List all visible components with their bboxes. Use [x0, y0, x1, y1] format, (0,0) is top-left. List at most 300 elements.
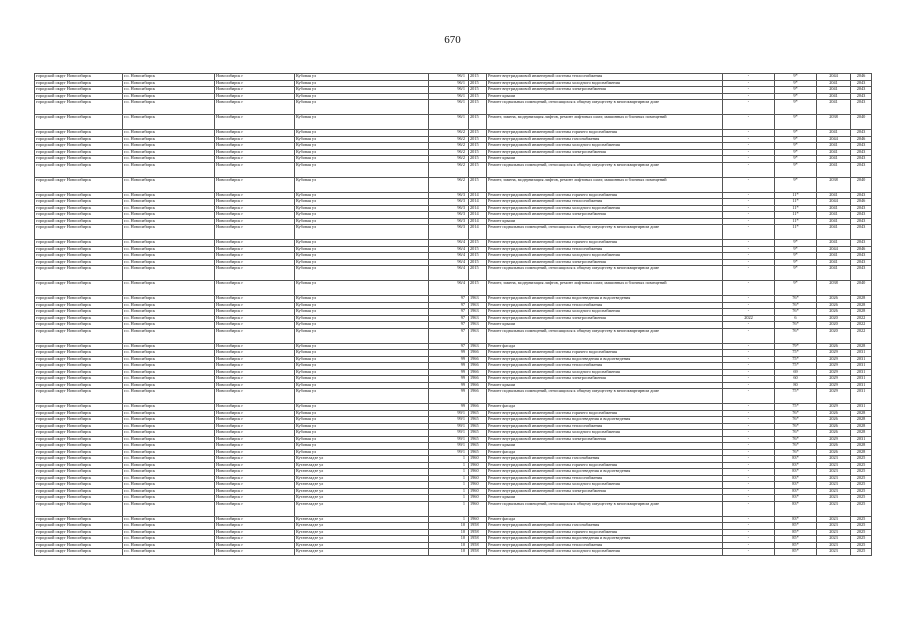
year-cell: 2014 — [469, 218, 487, 225]
start-year-cell: 2023 — [817, 456, 851, 463]
start-year-cell: 2041 — [817, 212, 851, 219]
municipality-cell: г.о. Новосибирск — [123, 501, 215, 516]
start-year-cell: 2029 — [817, 404, 851, 411]
done-year-cell: - — [723, 417, 775, 424]
work-type-cell: Ремонт внутридомовой инженерной системы электроснабжения — [487, 87, 723, 94]
end-year-cell: 2031 — [851, 369, 872, 376]
street-cell: Кубовая ул — [295, 177, 429, 192]
city-cell: Новосибирск г — [215, 488, 295, 495]
district-cell: городской округ Новосибирск — [35, 205, 123, 212]
end-year-cell: 2043 — [851, 130, 872, 137]
year-cell: 1965 — [469, 410, 487, 417]
municipality-cell: г.о. Новосибирск — [123, 156, 215, 163]
street-cell: Кутателадзе ул — [295, 456, 429, 463]
district-cell: городской округ Новосибирск — [35, 542, 123, 549]
house-cell: 97 — [429, 328, 469, 343]
house-cell: 97 — [429, 343, 469, 350]
district-cell: городской округ Новосибирск — [35, 225, 123, 240]
wear-cell: 85* — [775, 549, 817, 556]
work-type-cell: Ремонт фасада — [487, 343, 723, 350]
year-cell: 2015 — [469, 100, 487, 115]
year-cell: 1966 — [469, 363, 487, 370]
done-year-cell: - — [723, 549, 775, 556]
done-year-cell: - — [723, 322, 775, 329]
municipality-cell: г.о. Новосибирск — [123, 495, 215, 502]
city-cell: Новосибирск г — [215, 523, 295, 530]
end-year-cell: 2043 — [851, 149, 872, 156]
year-cell: 1958 — [469, 542, 487, 549]
house-cell: 96/2 — [429, 143, 469, 150]
year-cell: 2014 — [469, 225, 487, 240]
street-cell: Кутателадзе ул — [295, 482, 429, 489]
street-cell: Кубовая ул — [295, 149, 429, 156]
district-cell: городской округ Новосибирск — [35, 417, 123, 424]
street-cell: Кубовая ул — [295, 376, 429, 383]
done-year-cell: - — [723, 296, 775, 303]
wear-cell: 76* — [775, 417, 817, 424]
city-cell: Новосибирск г — [215, 417, 295, 424]
city-cell: Новосибирск г — [215, 363, 295, 370]
wear-cell: 9* — [775, 87, 817, 94]
wear-cell: 9* — [775, 149, 817, 156]
city-cell: Новосибирск г — [215, 356, 295, 363]
work-type-cell: Ремонт фасада — [487, 449, 723, 456]
house-cell: 1 — [429, 462, 469, 469]
end-year-cell: 2043 — [851, 192, 872, 199]
municipality-cell: г.о. Новосибирск — [123, 404, 215, 411]
wear-cell: 9* — [775, 266, 817, 281]
municipality-cell: г.о. Новосибирск — [123, 177, 215, 192]
done-year-cell: - — [723, 410, 775, 417]
street-cell: Кубовая ул — [295, 350, 429, 357]
end-year-cell: 2025 — [851, 542, 872, 549]
year-cell: 1963 — [469, 302, 487, 309]
wear-cell: 75* — [775, 356, 817, 363]
district-cell: городской округ Новосибирск — [35, 177, 123, 192]
start-year-cell: 2041 — [817, 259, 851, 266]
city-cell: Новосибирск г — [215, 443, 295, 450]
end-year-cell: 2043 — [851, 218, 872, 225]
year-cell: 1958 — [469, 523, 487, 530]
start-year-cell: 2029 — [817, 350, 851, 357]
done-year-cell: - — [723, 218, 775, 225]
street-cell: Кубовая ул — [295, 205, 429, 212]
year-cell: 1966 — [469, 369, 487, 376]
city-cell: Новосибирск г — [215, 115, 295, 130]
street-cell: Кубовая ул — [295, 302, 429, 309]
work-type-cell: Ремонт подвальных помещений, относящихся к общему имуществу в многоквартирном доме — [487, 225, 723, 240]
end-year-cell: 2043 — [851, 259, 872, 266]
street-cell: Кубовая ул — [295, 443, 429, 450]
start-year-cell: 2041 — [817, 225, 851, 240]
district-cell: городской округ Новосибирск — [35, 529, 123, 536]
start-year-cell: 2029 — [817, 382, 851, 389]
year-cell: 2015 — [469, 259, 487, 266]
year-cell: 1966 — [469, 382, 487, 389]
municipality-cell: г.о. Новосибирск — [123, 356, 215, 363]
end-year-cell: 2028 — [851, 423, 872, 430]
district-cell: городской округ Новосибирск — [35, 74, 123, 81]
year-cell: 2015 — [469, 80, 487, 87]
district-cell: городской округ Новосибирск — [35, 218, 123, 225]
district-cell: городской округ Новосибирск — [35, 410, 123, 417]
city-cell: Новосибирск г — [215, 495, 295, 502]
street-cell: Кубовая ул — [295, 130, 429, 137]
work-type-cell: Ремонт внутридомовой инженерной системы водоотведения и водоотведения — [487, 536, 723, 543]
end-year-cell: 2025 — [851, 536, 872, 543]
wear-cell: 83* — [775, 469, 817, 476]
city-cell: Новосибирск г — [215, 246, 295, 253]
wear-cell: 11* — [775, 225, 817, 240]
municipality-cell: г.о. Новосибирск — [123, 449, 215, 456]
district-cell: городской округ Новосибирск — [35, 302, 123, 309]
work-type-cell: Ремонт внутридомовой инженерной системы электроснабжения — [487, 376, 723, 383]
wear-cell: 80 — [775, 382, 817, 389]
municipality-cell: г.о. Новосибирск — [123, 469, 215, 476]
done-year-cell: - — [723, 382, 775, 389]
end-year-cell: 2025 — [851, 549, 872, 556]
start-year-cell: 2029 — [817, 369, 851, 376]
work-type-cell: Ремонт подвальных помещений, относящихся к общему имуществу в многоквартирном доме — [487, 389, 723, 404]
municipality-cell: г.о. Новосибирск — [123, 149, 215, 156]
done-year-cell: - — [723, 542, 775, 549]
wear-cell: 9* — [775, 115, 817, 130]
work-type-cell: Ремонт внутридомовой инженерной системы холодного водоснабжения — [487, 549, 723, 556]
work-type-cell: Ремонт подвальных помещений, относящихся к общему имуществу в многоквартирном доме — [487, 328, 723, 343]
year-cell: 2014 — [469, 199, 487, 206]
work-type-cell: Ремонт внутридомовой инженерной системы газоснабжения — [487, 456, 723, 463]
end-year-cell: 2028 — [851, 296, 872, 303]
wear-cell: 76* — [775, 328, 817, 343]
house-cell: 96/1 — [429, 74, 469, 81]
wear-cell: 76* — [775, 430, 817, 437]
house-cell: 96/3 — [429, 212, 469, 219]
year-cell: 2015 — [469, 240, 487, 247]
city-cell: Новосибирск г — [215, 328, 295, 343]
street-cell: Кубовая ул — [295, 322, 429, 329]
wear-cell: 83* — [775, 516, 817, 523]
done-year-cell: - — [723, 199, 775, 206]
district-cell: городской округ Новосибирск — [35, 309, 123, 316]
municipality-cell: г.о. Новосибирск — [123, 143, 215, 150]
district-cell: городской округ Новосибирск — [35, 192, 123, 199]
district-cell: городской округ Новосибирск — [35, 199, 123, 206]
municipality-cell: г.о. Новосибирск — [123, 205, 215, 212]
house-cell: 99/1 — [429, 436, 469, 443]
city-cell: Новосибирск г — [215, 266, 295, 281]
district-cell: городской округ Новосибирск — [35, 212, 123, 219]
wear-cell: 85* — [775, 529, 817, 536]
start-year-cell: 2023 — [817, 488, 851, 495]
municipality-cell: г.о. Новосибирск — [123, 343, 215, 350]
street-cell: Кубовая ул — [295, 430, 429, 437]
done-year-cell: - — [723, 130, 775, 137]
city-cell: Новосибирск г — [215, 225, 295, 240]
wear-cell: 9* — [775, 100, 817, 115]
district-cell: городской округ Новосибирск — [35, 281, 123, 296]
work-type-cell: Ремонт внутридомовой инженерной системы холодного водоснабжения — [487, 253, 723, 260]
municipality-cell: г.о. Новосибирск — [123, 302, 215, 309]
wear-cell: 9* — [775, 156, 817, 163]
street-cell: Кутателадзе ул — [295, 529, 429, 536]
start-year-cell: 2023 — [817, 475, 851, 482]
end-year-cell: 2043 — [851, 253, 872, 260]
year-cell: 1966 — [469, 404, 487, 411]
city-cell: Новосибирск г — [215, 350, 295, 357]
done-year-cell: - — [723, 328, 775, 343]
done-year-cell: - — [723, 205, 775, 212]
district-cell: городской округ Новосибирск — [35, 322, 123, 329]
work-type-cell: Ремонт внутридомовой инженерной системы холодного водоснабжения — [487, 430, 723, 437]
done-year-cell: - — [723, 443, 775, 450]
wear-cell: 9* — [775, 80, 817, 87]
year-cell: 1960 — [469, 495, 487, 502]
work-type-cell: Ремонт, замена, модернизация лифтов, ремонт лифтовых шахт, машинных и блочных помещений — [487, 177, 723, 192]
start-year-cell: 2041 — [817, 80, 851, 87]
end-year-cell: 2025 — [851, 529, 872, 536]
house-cell: 96/2 — [429, 130, 469, 137]
house-cell: 1 — [429, 501, 469, 516]
city-cell: Новосибирск г — [215, 404, 295, 411]
house-cell: 1 — [429, 475, 469, 482]
house-cell: 96/3 — [429, 199, 469, 206]
table-body — [35, 74, 872, 556]
work-type-cell: Ремонт внутридомовой инженерной системы холодного водоснабжения — [487, 309, 723, 316]
city-cell: Новосибирск г — [215, 192, 295, 199]
work-type-cell: Ремонт внутридомовой инженерной системы теплоснабжения — [487, 542, 723, 549]
municipality-cell: г.о. Новосибирск — [123, 382, 215, 389]
municipality-cell: г.о. Новосибирск — [123, 199, 215, 206]
done-year-cell: - — [723, 87, 775, 94]
wear-cell: 76* — [775, 410, 817, 417]
street-cell: Кубовая ул — [295, 266, 429, 281]
city-cell: Новосибирск г — [215, 529, 295, 536]
done-year-cell: - — [723, 253, 775, 260]
district-cell: городской округ Новосибирск — [35, 266, 123, 281]
year-cell: 1966 — [469, 356, 487, 363]
year-cell: 1960 — [469, 482, 487, 489]
work-type-cell: Ремонт крыши — [487, 218, 723, 225]
start-year-cell: 2023 — [817, 462, 851, 469]
street-cell: Кутателадзе ул — [295, 549, 429, 556]
municipality-cell: г.о. Новосибирск — [123, 369, 215, 376]
district-cell: городской округ Новосибирск — [35, 246, 123, 253]
start-year-cell: 2029 — [817, 363, 851, 370]
house-cell: 99 — [429, 376, 469, 383]
work-type-cell: Ремонт внутридомовой инженерной системы холодного водоснабжения — [487, 482, 723, 489]
end-year-cell: 2043 — [851, 240, 872, 247]
district-cell: городской округ Новосибирск — [35, 350, 123, 357]
district-cell: городской округ Новосибирск — [35, 404, 123, 411]
house-cell: 96/2 — [429, 162, 469, 177]
year-cell: 1963 — [469, 322, 487, 329]
house-cell: 1 — [429, 482, 469, 489]
house-cell: 96/3 — [429, 192, 469, 199]
city-cell: Новосибирск г — [215, 322, 295, 329]
house-cell: 99/1 — [429, 430, 469, 437]
end-year-cell: 2025 — [851, 456, 872, 463]
district-cell: городской округ Новосибирск — [35, 240, 123, 247]
municipality-cell: г.о. Новосибирск — [123, 443, 215, 450]
year-cell: 2015 — [469, 143, 487, 150]
end-year-cell: 2043 — [851, 205, 872, 212]
wear-cell: 9* — [775, 246, 817, 253]
start-year-cell: 2029 — [817, 356, 851, 363]
done-year-cell: - — [723, 529, 775, 536]
year-cell: 1965 — [469, 436, 487, 443]
end-year-cell: 2043 — [851, 266, 872, 281]
end-year-cell: 2040 — [851, 177, 872, 192]
city-cell: Новосибирск г — [215, 376, 295, 383]
district-cell: городской округ Новосибирск — [35, 436, 123, 443]
wear-cell: 83* — [775, 495, 817, 502]
done-year-cell: - — [723, 436, 775, 443]
district-cell: городской округ Новосибирск — [35, 495, 123, 502]
district-cell: городской округ Новосибирск — [35, 296, 123, 303]
table-row — [35, 549, 872, 556]
house-cell: 96/2 — [429, 156, 469, 163]
end-year-cell: 2025 — [851, 469, 872, 476]
house-cell: 99/1 — [429, 449, 469, 456]
work-type-cell: Ремонт внутридомовой инженерной системы теплоснабжения — [487, 475, 723, 482]
done-year-cell: - — [723, 309, 775, 316]
wear-cell: 76* — [775, 443, 817, 450]
city-cell: Новосибирск г — [215, 410, 295, 417]
end-year-cell: 2028 — [851, 443, 872, 450]
street-cell: Кутателадзе ул — [295, 462, 429, 469]
end-year-cell: 2031 — [851, 389, 872, 404]
start-year-cell: 2026 — [817, 296, 851, 303]
start-year-cell: 2020 — [817, 315, 851, 322]
wear-cell: 9* — [775, 93, 817, 100]
end-year-cell: 2022 — [851, 315, 872, 322]
start-year-cell: 2041 — [817, 266, 851, 281]
year-cell: 1960 — [469, 462, 487, 469]
house-cell: 96/2 — [429, 177, 469, 192]
year-cell: 2015 — [469, 87, 487, 94]
municipality-cell: г.о. Новосибирск — [123, 549, 215, 556]
municipality-cell: г.о. Новосибирск — [123, 130, 215, 137]
city-cell: Новосибирск г — [215, 253, 295, 260]
wear-cell: 9* — [775, 253, 817, 260]
street-cell: Кубовая ул — [295, 389, 429, 404]
municipality-cell: г.о. Новосибирск — [123, 218, 215, 225]
done-year-cell: - — [723, 482, 775, 489]
city-cell: Новосибирск г — [215, 382, 295, 389]
city-cell: Новосибирск г — [215, 482, 295, 489]
work-type-cell: Ремонт, замена, модернизация лифтов, ремонт лифтовых шахт, машинных и блочных помещений — [487, 115, 723, 130]
done-year-cell: - — [723, 143, 775, 150]
end-year-cell: 2040 — [851, 115, 872, 130]
municipality-cell: г.о. Новосибирск — [123, 296, 215, 303]
start-year-cell: 2041 — [817, 149, 851, 156]
work-type-cell: Ремонт внутридомовой инженерной системы электроснабжения — [487, 259, 723, 266]
house-cell: 96/4 — [429, 281, 469, 296]
start-year-cell: 2026 — [817, 417, 851, 424]
start-year-cell: 2026 — [817, 423, 851, 430]
year-cell: 2015 — [469, 93, 487, 100]
work-type-cell: Ремонт крыши — [487, 93, 723, 100]
city-cell: Новосибирск г — [215, 156, 295, 163]
start-year-cell: 2044 — [817, 74, 851, 81]
municipality-cell: г.о. Новосибирск — [123, 410, 215, 417]
district-cell: городской округ Новосибирск — [35, 423, 123, 430]
work-type-cell: Ремонт внутридомовой инженерной системы теплоснабжения — [487, 199, 723, 206]
municipality-cell: г.о. Новосибирск — [123, 266, 215, 281]
done-year-cell: - — [723, 495, 775, 502]
city-cell: Новосибирск г — [215, 218, 295, 225]
work-type-cell: Ремонт внутридомовой инженерной системы холодного водоснабжения — [487, 80, 723, 87]
start-year-cell: 2041 — [817, 100, 851, 115]
end-year-cell: 2028 — [851, 417, 872, 424]
city-cell: Новосибирск г — [215, 199, 295, 206]
municipality-cell: г.о. Новосибирск — [123, 162, 215, 177]
wear-cell: 6 — [775, 315, 817, 322]
start-year-cell: 2020 — [817, 322, 851, 329]
city-cell: Новосибирск г — [215, 309, 295, 316]
house-cell: 10 — [429, 536, 469, 543]
city-cell: Новосибирск г — [215, 516, 295, 523]
work-type-cell: Ремонт подвальных помещений, относящихся к общему имуществу в многоквартирном доме — [487, 162, 723, 177]
year-cell: 1966 — [469, 376, 487, 383]
table-row — [35, 225, 872, 240]
start-year-cell: 2038 — [817, 281, 851, 296]
end-year-cell: 2031 — [851, 350, 872, 357]
wear-cell: 9* — [775, 136, 817, 143]
street-cell: Кубовая ул — [295, 143, 429, 150]
start-year-cell: 2041 — [817, 93, 851, 100]
end-year-cell: 2025 — [851, 501, 872, 516]
street-cell: Кубовая ул — [295, 192, 429, 199]
end-year-cell: 2031 — [851, 356, 872, 363]
street-cell: Кутателадзе ул — [295, 516, 429, 523]
municipality-cell: г.о. Новосибирск — [123, 315, 215, 322]
done-year-cell: - — [723, 523, 775, 530]
wear-cell: 85* — [775, 523, 817, 530]
done-year-cell: - — [723, 456, 775, 463]
house-cell: 99 — [429, 389, 469, 404]
end-year-cell: 2025 — [851, 523, 872, 530]
house-cell: 99 — [429, 350, 469, 357]
work-type-cell: Ремонт подвальных помещений, относящихся к общему имуществу в многоквартирном доме — [487, 266, 723, 281]
district-cell: городской округ Новосибирск — [35, 143, 123, 150]
house-cell: 10 — [429, 549, 469, 556]
year-cell: 1960 — [469, 516, 487, 523]
year-cell: 1965 — [469, 423, 487, 430]
year-cell: 1965 — [469, 449, 487, 456]
wear-cell: 75* — [775, 363, 817, 370]
start-year-cell: 2023 — [817, 523, 851, 530]
work-type-cell: Ремонт внутридомовой инженерной системы горячего водоснабжения — [487, 529, 723, 536]
end-year-cell: 2046 — [851, 199, 872, 206]
municipality-cell: г.о. Новосибирск — [123, 482, 215, 489]
municipality-cell: г.о. Новосибирск — [123, 192, 215, 199]
work-type-cell: Ремонт внутридомовой инженерной системы холодного водоснабжения — [487, 143, 723, 150]
city-cell: Новосибирск г — [215, 549, 295, 556]
year-cell: 1958 — [469, 549, 487, 556]
municipality-cell: г.о. Новосибирск — [123, 309, 215, 316]
street-cell: Кубовая ул — [295, 328, 429, 343]
wear-cell: 83* — [775, 475, 817, 482]
done-year-cell: - — [723, 536, 775, 543]
end-year-cell: 2043 — [851, 87, 872, 94]
municipality-cell: г.о. Новосибирск — [123, 516, 215, 523]
street-cell: Кубовая ул — [295, 156, 429, 163]
end-year-cell: 2043 — [851, 212, 872, 219]
end-year-cell: 2031 — [851, 376, 872, 383]
street-cell: Кубовая ул — [295, 343, 429, 350]
wear-cell: 9* — [775, 259, 817, 266]
